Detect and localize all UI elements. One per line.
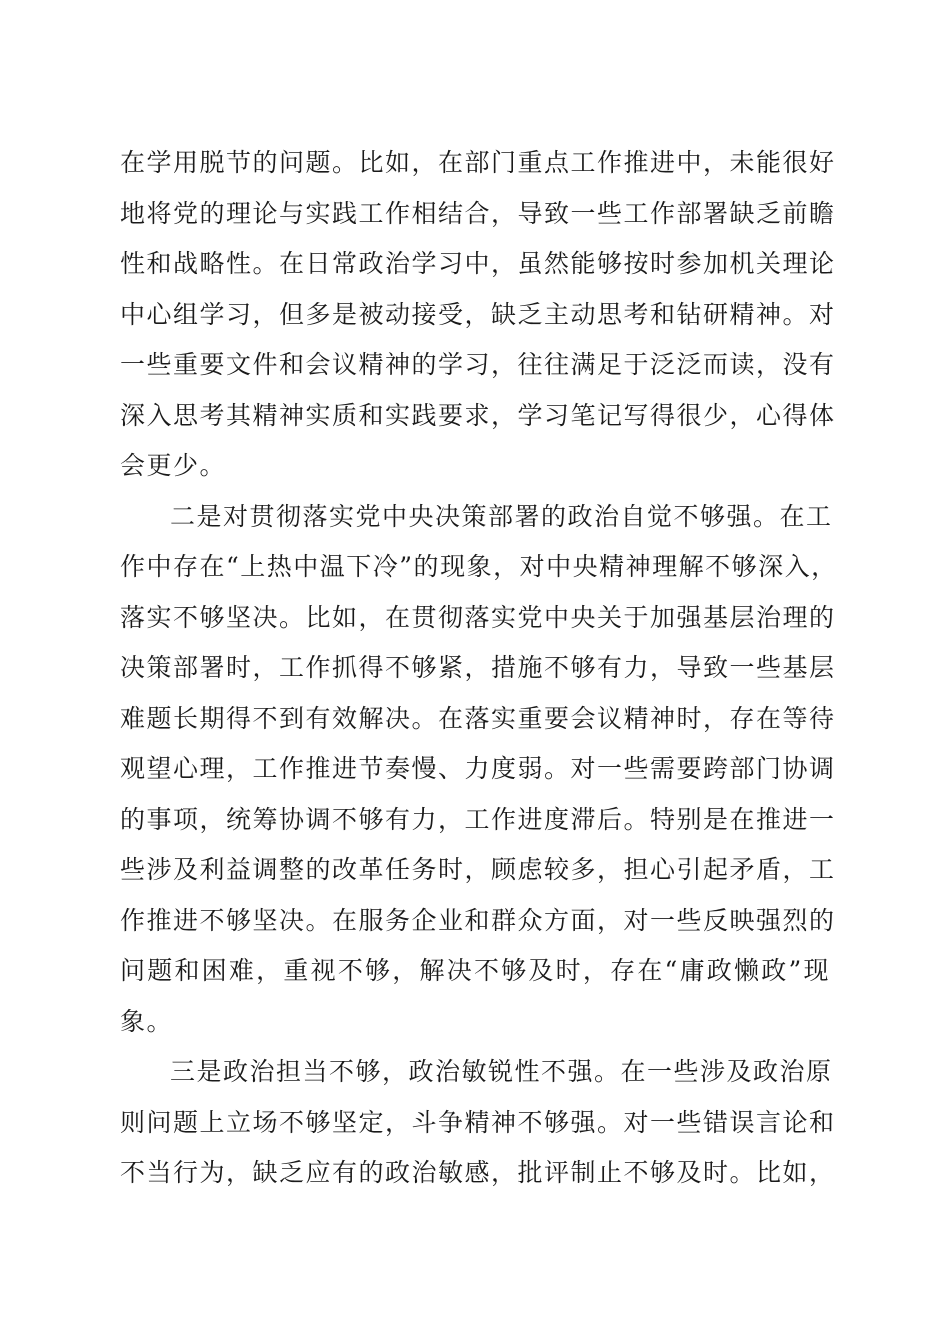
text-line: 些涉及利益调整的改革任务时，顾虑较多，担心引起矛盾，工	[120, 855, 836, 884]
document-body	[120, 138, 838, 1199]
text-line: 三是政治担当不够，政治敏锐性不强。在一些涉及政治原	[170, 1057, 833, 1086]
text-line: 中心组学习，但多是被动接受，缺乏主动思考和钻研精神。对	[120, 299, 836, 329]
text-line: 作中存在“上热中温下冷”的现象，对中央精神理解不够深入，	[120, 552, 838, 581]
text-line: 则问题上立场不够坚定，斗争精神不够强。对一些错误言论和	[120, 1107, 836, 1137]
paragraph-1	[120, 138, 836, 492]
text-line: 在学用脱节的问题。比如，在部门重点工作推进中，未能很好	[120, 148, 836, 177]
paragraph-2	[120, 492, 838, 1048]
text-line: 的事项，统筹协调不够有力，工作进度滞后。特别是在推进一	[120, 804, 836, 834]
text-line: 深入思考其精神实质和实践要求，学习笔记写得很少，心得体	[120, 400, 836, 430]
text-line: 一些重要文件和会议精神的学习，往往满足于泛泛而读，没有	[120, 350, 836, 379]
text-line: 地将党的理论与实践工作相结合，导致一些工作部署缺乏前瞻	[120, 198, 836, 228]
text-line: 象。	[120, 1006, 174, 1036]
text-line: 二是对贯彻落实党中央决策部署的政治自觉不够强。在工	[170, 501, 833, 531]
text-line: 作推进不够坚决。在服务企业和群众方面，对一些反映强烈的	[120, 905, 836, 935]
text-line: 难题长期得不到有效解决。在落实重要会议精神时，存在等待	[120, 703, 836, 733]
text-line: 落实不够坚决。比如，在贯彻落实党中央关于加强基层治理的	[120, 602, 836, 632]
text-line: 问题和困难，重视不够，解决不够及时，存在“庸政懒政”现	[120, 956, 830, 985]
text-line: 观望心理，工作推进节奏慢、力度弱。对一些需要跨部门协调	[120, 754, 836, 783]
text-line: 决策部署时，工作抓得不够紧，措施不够有力，导致一些基层	[120, 653, 836, 682]
paragraph-3	[120, 1047, 836, 1199]
text-line: 性和战略性。在日常政治学习中，虽然能够按时参加机关理论	[120, 249, 836, 278]
text-line: 不当行为，缺乏应有的政治敏感，批评制止不够及时。比如，	[120, 1158, 836, 1187]
text-line: 会更少。	[120, 451, 227, 480]
